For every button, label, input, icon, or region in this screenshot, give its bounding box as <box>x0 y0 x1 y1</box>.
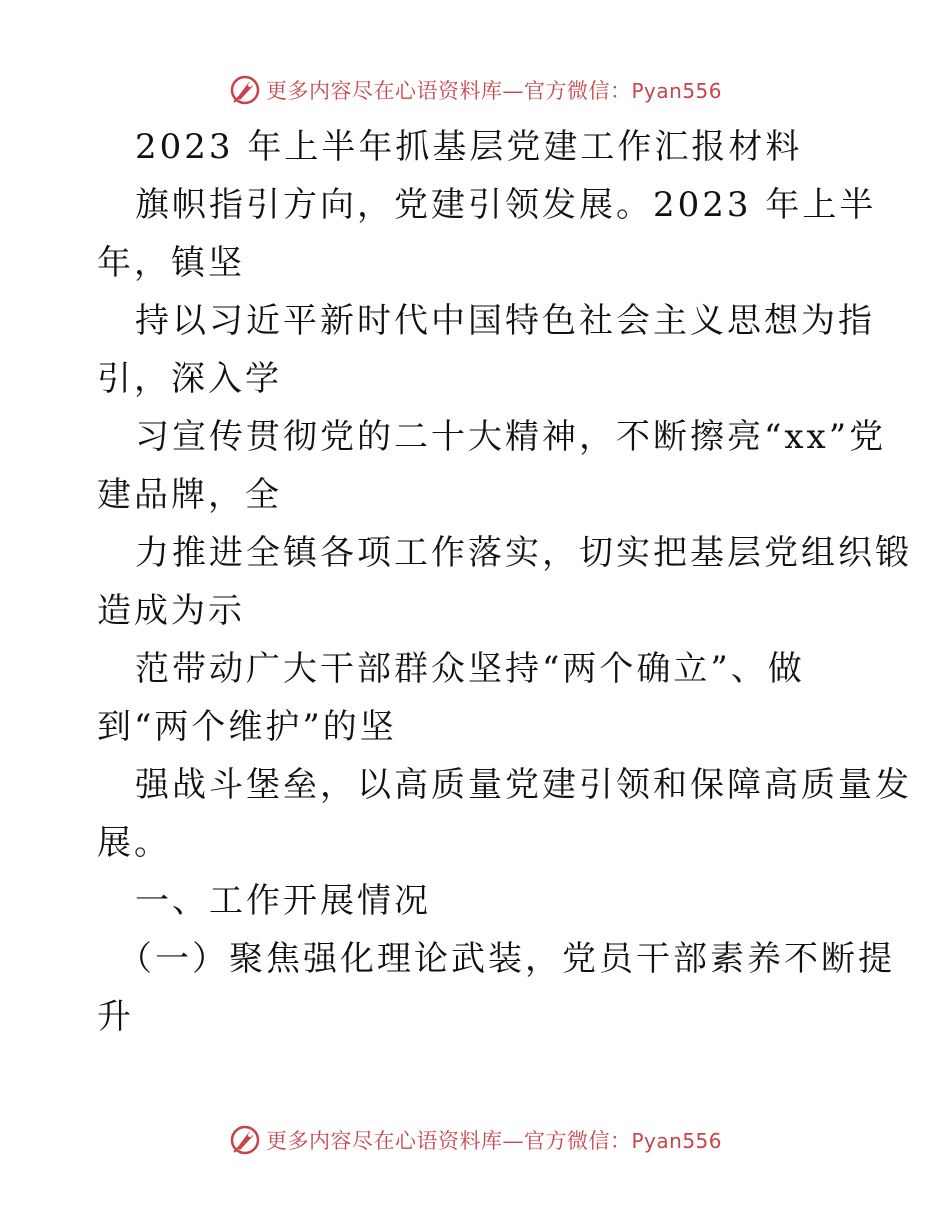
paragraph-line: 年，镇坚 <box>97 243 245 283</box>
section-heading: 一、工作开展情况 <box>135 881 431 921</box>
paragraph-line: 习宣传贯彻党的二十大精神，不断擦亮“xx”党 <box>135 417 887 457</box>
paragraph-line: 造成为示 <box>97 591 245 631</box>
paragraph-line: 展。 <box>97 823 171 863</box>
paragraph-line: 升 <box>97 997 134 1037</box>
paragraph-line: 力推进全镇各项工作落实，切实把基层党组织锻 <box>135 533 912 573</box>
subsection-heading: （一）聚焦强化理论武装，党员干部素养不断提 <box>118 939 895 979</box>
paragraph-line: 范带动广大干部群众坚持“两个确立”、做 <box>135 649 805 689</box>
paragraph-line: 强战斗堡垒，以高质量党建引领和保障高质量发 <box>135 765 912 805</box>
wechat-id: Pyan556 <box>631 1129 722 1153</box>
pen-nib-logo-icon <box>228 73 262 107</box>
banner-text: 更多内容尽在心语资料库—官方微信：Pyan556 <box>265 1129 722 1153</box>
wechat-id: Pyan556 <box>631 79 722 103</box>
footer-banner <box>0 1120 950 1160</box>
header-banner <box>0 70 950 110</box>
paragraph-line: 建品牌，全 <box>97 475 282 515</box>
document-title: 2023 年上半年抓基层党建工作汇报材料 <box>135 127 803 167</box>
paragraph-line: 到“两个维护”的坚 <box>97 707 397 747</box>
pen-nib-logo-icon <box>228 1123 262 1157</box>
paragraph-line: 旗帜指引方向，党建引领发展。2023 年上半 <box>135 185 877 225</box>
paragraph-line: 持以习近平新时代中国特色社会主义思想为指 <box>135 301 875 341</box>
paragraph-line: 引，深入学 <box>97 359 282 399</box>
banner-text: 更多内容尽在心语资料库—官方微信：Pyan556 <box>265 79 722 103</box>
